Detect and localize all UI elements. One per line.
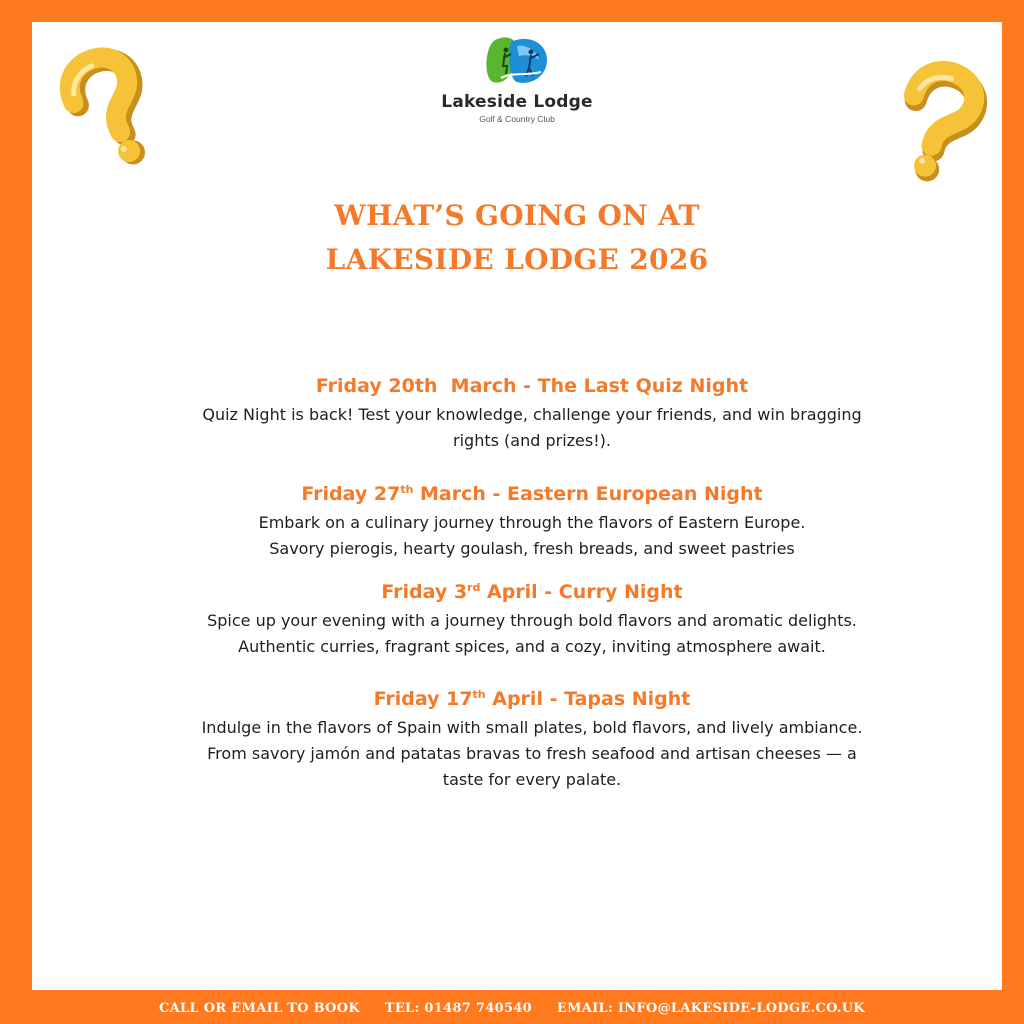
event-day: Friday 20th	[315, 375, 438, 397]
event-heading	[132, 374, 932, 398]
title-line-1: WHAT’S GOING ON AT	[334, 199, 700, 232]
email-address[interactable]: EMAIL: INFO@LAKESIDE-LODGE.CO.UK	[556, 1001, 865, 1016]
event-title: April - Curry Night	[480, 581, 683, 603]
event-description-line: Indulge in the flavors of Spain with small plates, bold flavors, and lively ambiance.	[201, 718, 863, 737]
event-item	[132, 687, 932, 793]
event-description	[132, 510, 932, 562]
event-description	[132, 715, 932, 793]
event-description-line: Quiz Night is back! Test your knowledge, challenge your friends, and win bragging	[202, 405, 862, 424]
event-description-line: taste for every palate.	[442, 770, 622, 789]
event-description-line: Embark on a culinary journey through the flavors of Eastern Europe.	[258, 513, 806, 532]
question-mark-icon	[880, 56, 992, 186]
event-description	[132, 608, 932, 660]
event-heading	[132, 482, 932, 506]
club-name: Lakeside Lodge	[441, 92, 593, 112]
title-line-2: LAKESIDE LODGE 2026	[325, 243, 709, 276]
event-title: March - The Last Quiz Night	[437, 375, 749, 397]
event-description-line: Spice up your evening with a journey through bold flavors and aromatic delights.	[207, 611, 857, 630]
event-description-line: Savory pierogis, hearty goulash, fresh breads, and sweet pastries	[269, 539, 795, 558]
event-day: Friday 17	[373, 688, 473, 710]
event-item	[132, 580, 932, 660]
event-title: March - Eastern European Night	[413, 483, 763, 505]
event-day-suffix: th	[400, 483, 414, 496]
booking-footer	[0, 994, 1024, 1024]
event-title: April - Tapas Night	[485, 688, 691, 710]
event-day: Friday 27	[301, 483, 401, 505]
event-heading	[132, 580, 932, 604]
event-item	[132, 482, 932, 562]
club-logo	[32, 32, 1002, 124]
event-description-line: From savory jamón and patatas bravas to fresh seafood and artisan cheeses — a	[207, 744, 857, 763]
event-day-suffix: th	[472, 688, 486, 701]
event-description	[132, 402, 932, 454]
event-day-suffix: rd	[467, 581, 481, 594]
club-logo-icon	[481, 32, 553, 92]
poster-card	[32, 22, 1002, 990]
question-mark-icon	[50, 46, 162, 176]
event-day: Friday 3	[381, 581, 468, 603]
event-item	[132, 374, 932, 454]
event-description-line: rights (and prizes!).	[453, 431, 611, 450]
event-heading	[132, 687, 932, 711]
club-subtitle: Golf & Country Club	[479, 114, 555, 124]
event-description-line: Authentic curries, fragrant spices, and a cozy, inviting atmosphere await.	[238, 637, 826, 656]
booking-call-to-action: CALL OR EMAIL TO BOOK	[159, 1001, 361, 1016]
phone-number[interactable]: TEL: 01487 740540	[384, 1001, 533, 1016]
page-title	[32, 194, 1002, 282]
